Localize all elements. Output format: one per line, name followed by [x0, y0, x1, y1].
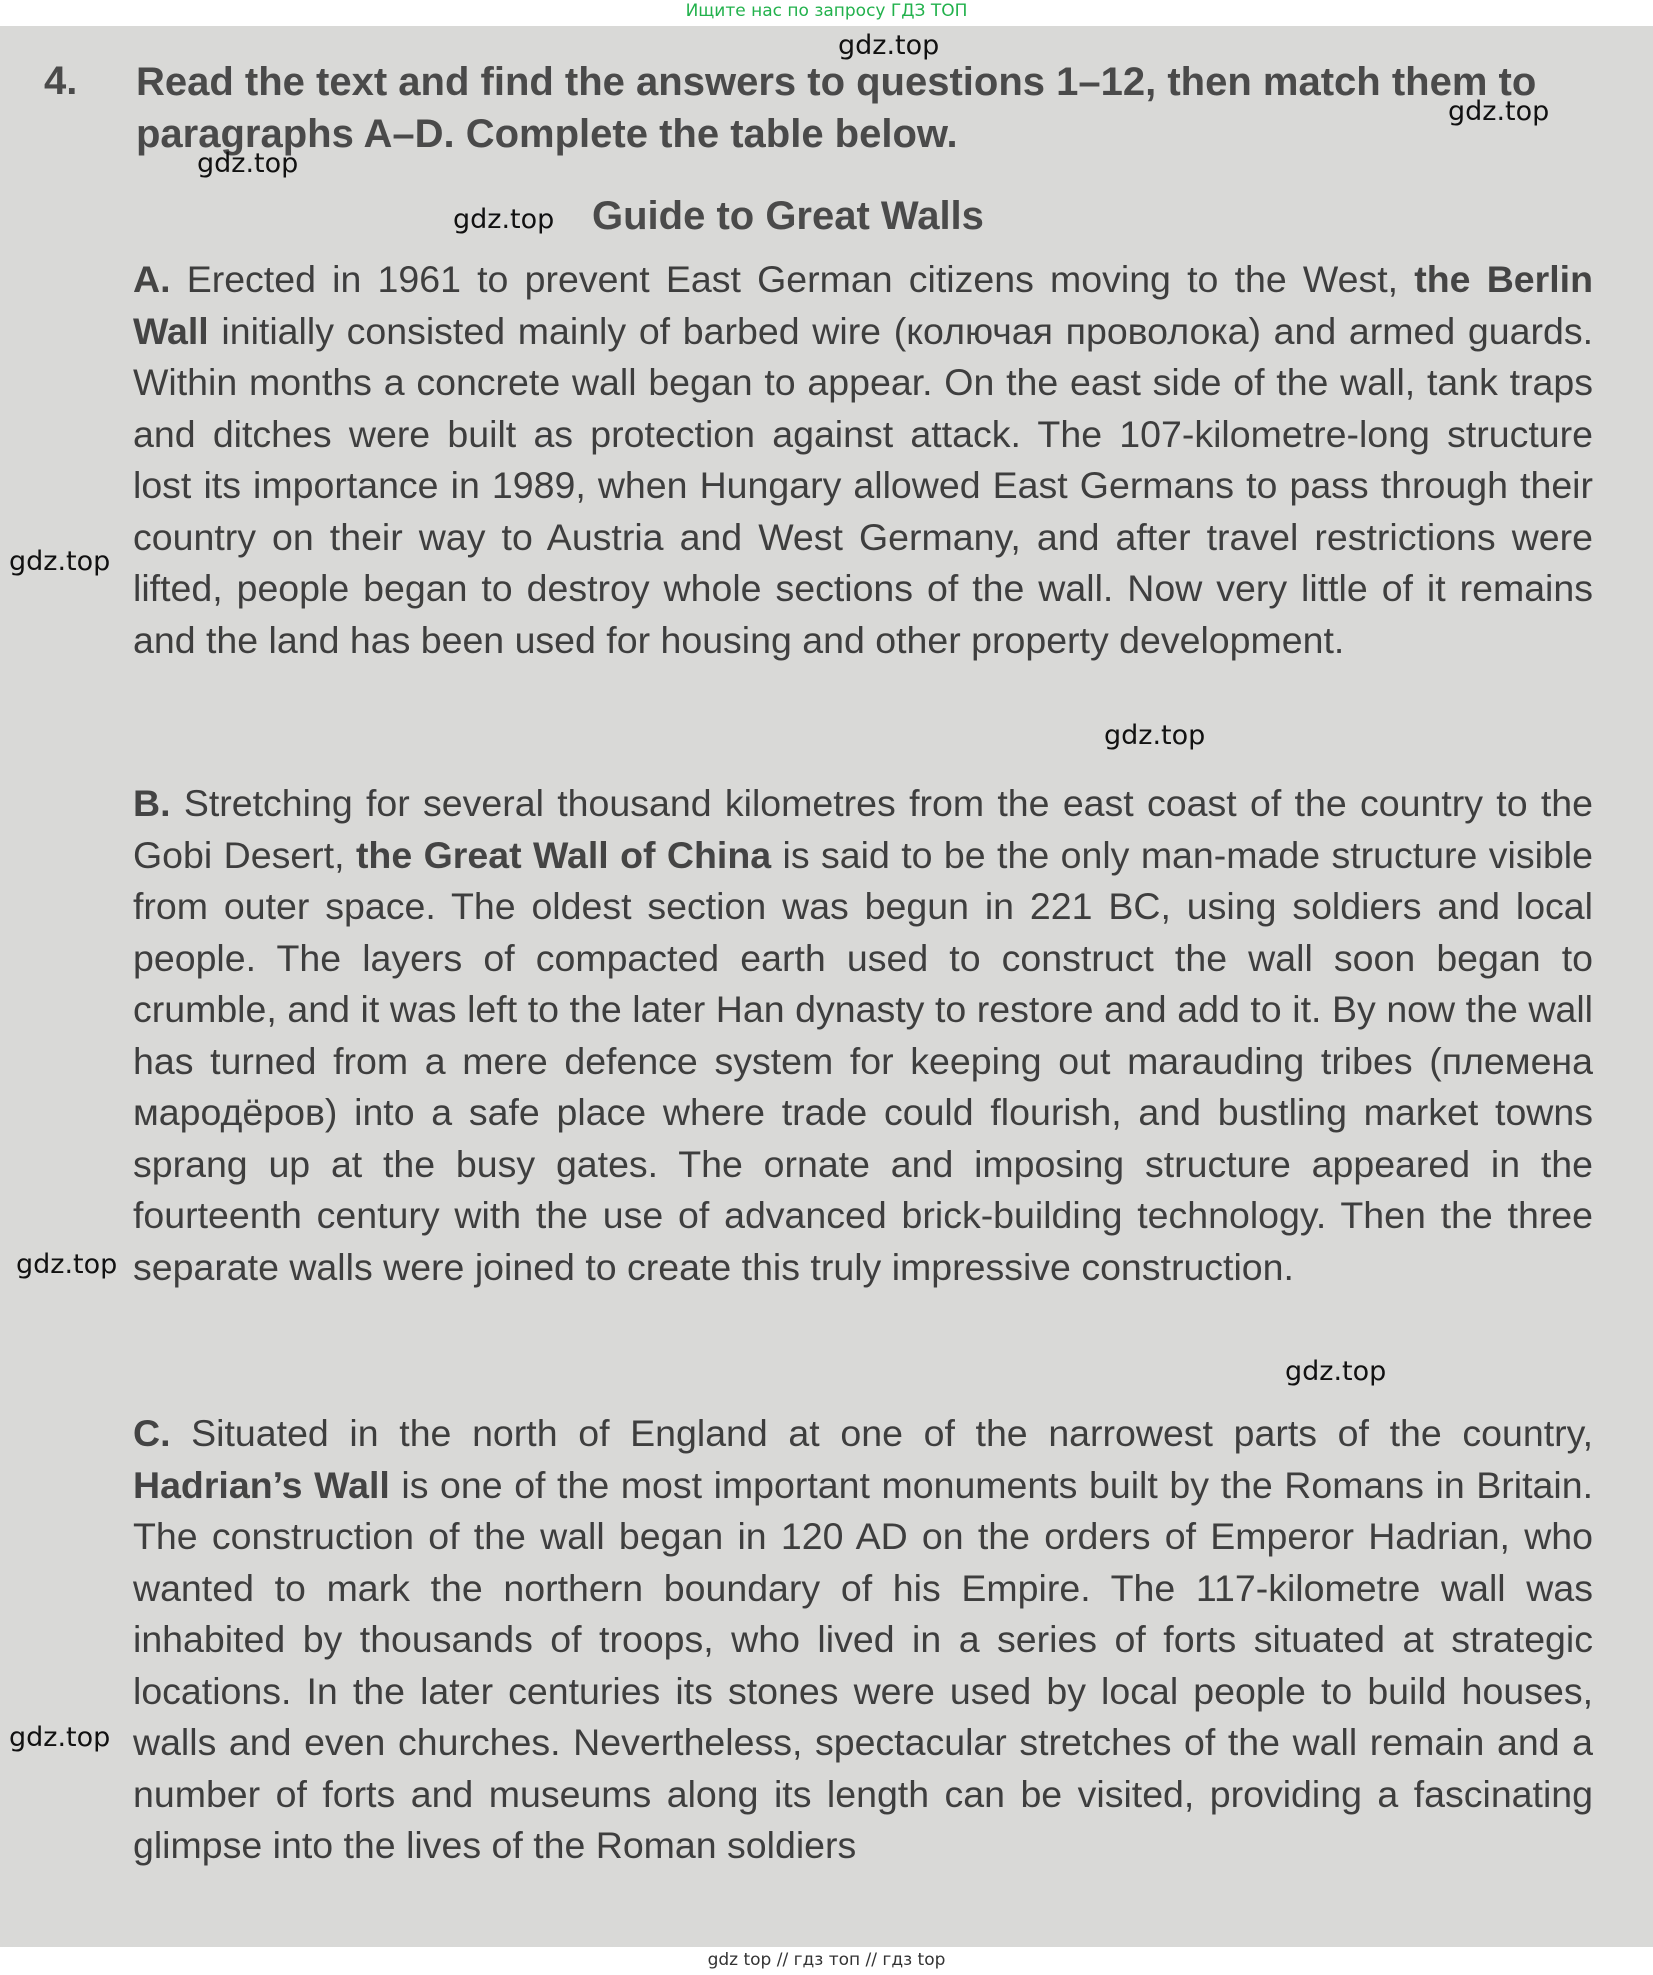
paragraph-text: is said to be the only man-made structure visible from outer space. The oldest section was begun in 221 BC, using soldiers and local people. The layers of compacted earth used to construct the wall soon began to crumble, and it was left to the later Han dynasty to restore and add to it. By now the wall has turned from a mere defence system for keeping out marauding tribes (племена мародёров) into a safe place where trade could flourish, and bustling market towns sprang up at the busy gates. The ornate and imposing structure appeared in the fourteenth century with the use of advanced brick-building technology. Then the three separate walls were joined to create this truly impressive construction. [133, 833, 1593, 1288]
task-instruction: Read the text and find the answers to questions 1–12, then match them to paragraphs A–D. Complete the table below. [136, 60, 1537, 156]
wall-name: the Great Wall of China [355, 833, 772, 876]
article-title: Guide to Great Walls [592, 194, 984, 238]
watermark: gdz.top [16, 1249, 118, 1280]
wall-name: Hadrian’s Wall [133, 1463, 390, 1506]
wall-name: the Berlin Wall [133, 258, 1594, 352]
top-banner: Ищите нас по запросу ГДЗ ТОП [685, 1, 968, 21]
paragraph-text: Stretching for several thousand kilometres from the east coast of the country to the Gobi Desert, [133, 782, 1593, 876]
paragraph-c [133, 1408, 1593, 1872]
paragraph-a [133, 254, 1593, 666]
watermark: gdz.top [838, 30, 940, 61]
watermark: gdz.top [197, 148, 299, 179]
bottom-banner: gdz top // гдз топ // гдз top [0, 1947, 1653, 1975]
paragraph-text: is one of the most important monuments built by the Romans in Britain. The construction of the wall began in 120 AD on the orders of Emperor Hadrian, who wanted to mark the northern boundary of his Empire. The 117-kilometre wall was inhabited by thousands of troops, who lived in a series of forts situated at strategic locations. In the later centuries its stones were used by local people to build houses, walls and even churches. Nevertheless, spectacular stretches of the wall remain and a number of forts and museums along its length can be visited, providing a fascinating glimpse into the lives of the Roman soldiers [133, 1463, 1593, 1866]
paragraph-text: Erected in 1961 to prevent East German citizens moving to the West, [186, 258, 1399, 300]
paragraph-text: Situated in the north of England at one of the narrowest parts of the country, [191, 1412, 1593, 1454]
paragraph-letter: A. [133, 258, 171, 300]
watermark: gdz.top [9, 1722, 111, 1753]
watermark: gdz.top [1285, 1356, 1387, 1387]
watermark: gdz.top [1448, 96, 1550, 127]
task-number: 4. [44, 59, 78, 103]
watermark: gdz.top [9, 546, 111, 577]
textbook-page [0, 26, 1653, 1947]
paragraph-text: initially consisted mainly of barbed wire (колючая проволока) and armed guards. Within months a concrete wall began to appear. On the east side of the wall, tank traps and ditches were built as protection against attack. The 107-kilometre-long structure lost its importance in 1989, when Hungary allowed East Germans to pass through their country on their way to Austria and West Germany, and after travel restrictions were lifted, people began to destroy whole sections of the wall. Now very little of it remains and the land has been used for housing and other property development. [133, 309, 1593, 661]
paragraph-letter: C. [133, 1412, 171, 1454]
watermark: gdz.top [453, 204, 555, 235]
watermark: gdz.top [1104, 720, 1206, 751]
paragraph-letter: B. [133, 782, 171, 824]
paragraph-b [133, 778, 1593, 1293]
